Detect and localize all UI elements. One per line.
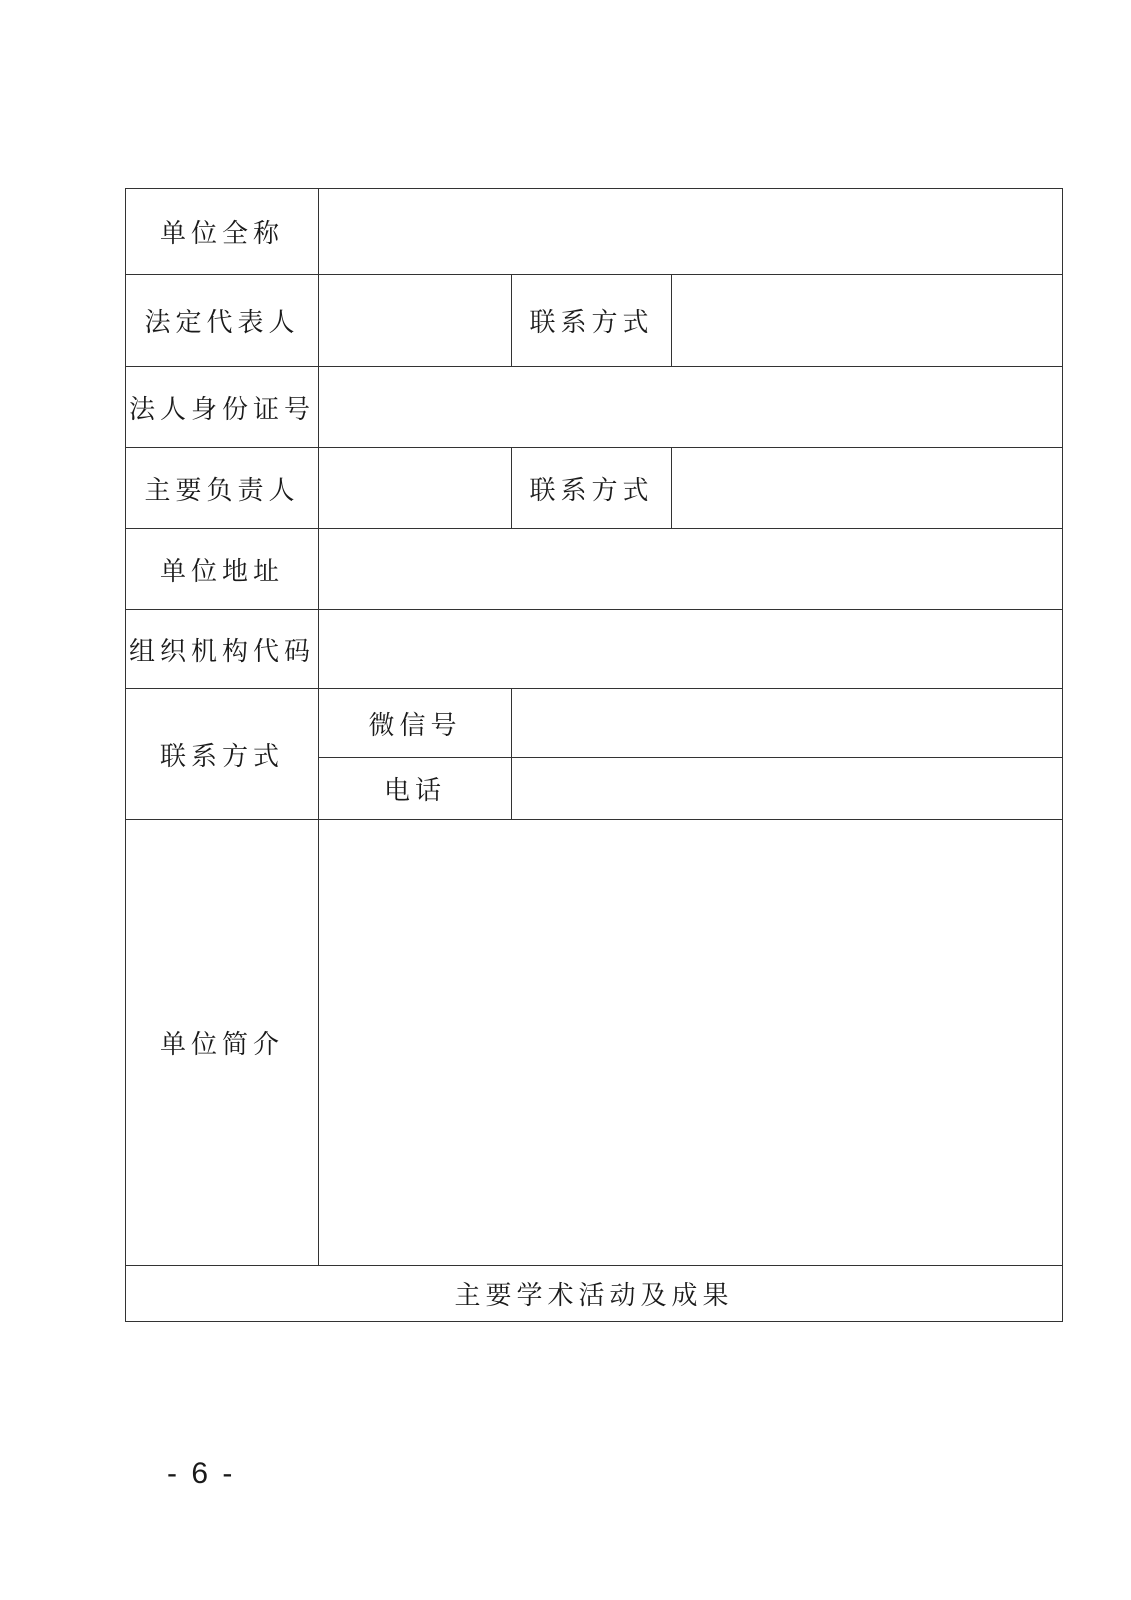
phone-label: 电话	[319, 758, 512, 820]
application-form-table	[125, 188, 1063, 1322]
row-org-code	[126, 610, 1063, 689]
row-unit-intro	[126, 820, 1063, 1266]
row-legal-rep	[126, 275, 1063, 367]
legal-rep-label: 法定代表人	[126, 275, 319, 367]
wechat-label: 微信号	[319, 689, 512, 758]
row-wechat	[126, 689, 1063, 758]
unit-address-label: 单位地址	[126, 529, 319, 610]
activities-heading: 主要学术活动及成果	[126, 1266, 1063, 1322]
main-person-contact-label: 联系方式	[512, 448, 672, 529]
legal-rep-contact-field[interactable]	[672, 275, 1063, 367]
unit-intro-label: 单位简介	[126, 820, 319, 1266]
row-legal-id	[126, 367, 1063, 448]
unit-full-name-field[interactable]	[319, 189, 1063, 275]
unit-intro-field[interactable]	[319, 820, 1063, 1266]
page-number: - 6 -	[167, 1457, 236, 1490]
phone-field[interactable]	[512, 758, 1063, 820]
wechat-field[interactable]	[512, 689, 1063, 758]
main-person-label: 主要负责人	[126, 448, 319, 529]
row-unit-full-name	[126, 189, 1063, 275]
legal-id-label: 法人身份证号	[126, 367, 319, 448]
legal-rep-field[interactable]	[319, 275, 512, 367]
row-main-person	[126, 448, 1063, 529]
row-activities-heading	[126, 1266, 1063, 1322]
legal-id-field[interactable]	[319, 367, 1063, 448]
unit-full-name-label: 单位全称	[126, 189, 319, 275]
contact-group-label: 联系方式	[126, 689, 319, 820]
org-code-label: 组织机构代码	[126, 610, 319, 689]
legal-rep-contact-label: 联系方式	[512, 275, 672, 367]
main-person-contact-field[interactable]	[672, 448, 1063, 529]
row-unit-address	[126, 529, 1063, 610]
unit-address-field[interactable]	[319, 529, 1063, 610]
main-person-field[interactable]	[319, 448, 512, 529]
org-code-field[interactable]	[319, 610, 1063, 689]
